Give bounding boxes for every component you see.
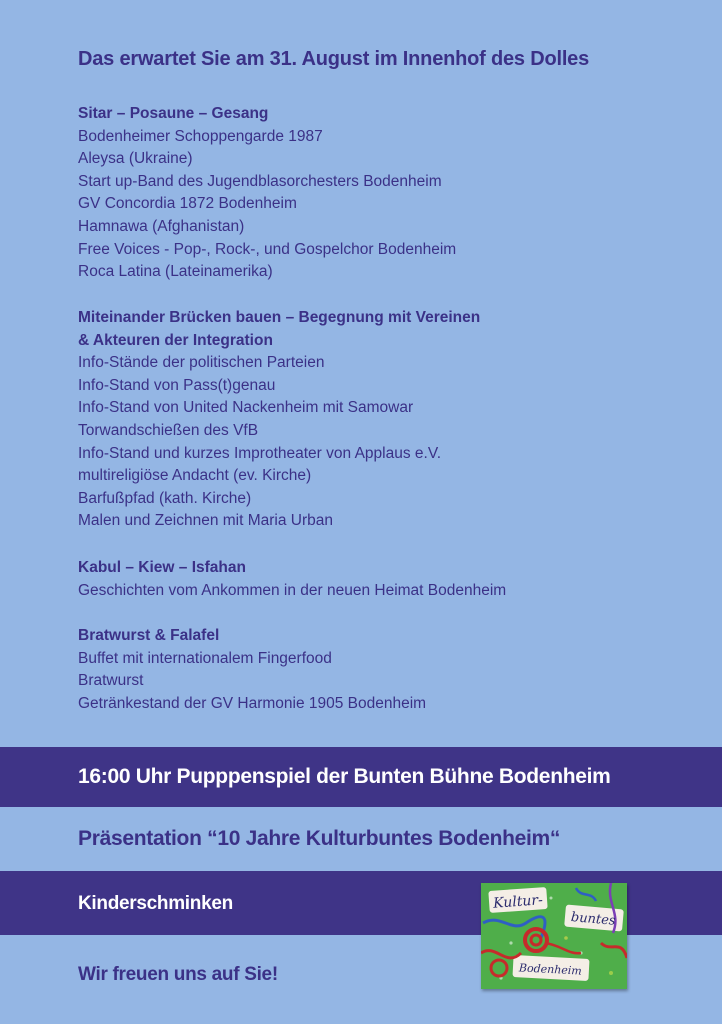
puppet-text: 16:00 Uhr Pupppenspiel der Bunten Bühne Bodenheim	[78, 765, 611, 788]
section-stories	[78, 557, 506, 602]
list-item: Roca Latina (Lateinamerika)	[78, 263, 273, 281]
section-heading: Sitar – Posaune – Gesang	[78, 105, 269, 122]
page-headline: Das erwartet Sie am 31. August im Innenhof des Dolles	[78, 48, 590, 70]
list-item: multireligiöse Andacht (ev. Kirche)	[78, 467, 312, 485]
presentation-band	[0, 807, 722, 871]
list-item: Getränkestand der GV Harmonie 1905 Bodenheim	[78, 694, 427, 712]
list-item: Malen und Zeichnen mit Maria Urban	[78, 512, 334, 530]
list-item: Geschichten vom Ankommen in der neuen Heimat Bodenheim	[78, 581, 507, 599]
list-item: Bodenheimer Schoppengarde 1987	[78, 127, 323, 145]
section-integration	[78, 307, 480, 533]
section-food	[78, 625, 426, 715]
list-item: Free Voices - Pop-, Rock-, und Gospelchor Bodenheim	[78, 240, 457, 258]
section-music	[78, 103, 456, 284]
kids-text: Kinderschminken	[78, 893, 233, 914]
list-item: Start up-Band des Jugendblasorchesters Bodenheim	[78, 172, 442, 190]
list-item: Info-Stand von Pass(t)genau	[78, 376, 276, 394]
list-item: Aleysa (Ukraine)	[78, 150, 193, 168]
section-heading: Kabul – Kiew – Isfahan	[78, 559, 246, 576]
logo-artwork	[481, 883, 627, 989]
list-item: Info-Stand und kurzes Improtheater von Applaus e.V.	[78, 444, 442, 462]
list-item: Barfußpfad (kath. Kirche)	[78, 489, 252, 507]
logo-word-buntes: buntes	[570, 910, 617, 929]
list-item: Info-Stände der politischen Parteien	[78, 354, 325, 372]
list-item: GV Concordia 1872 Bodenheim	[78, 195, 297, 213]
list-item: Bratwurst	[78, 672, 144, 690]
presentation-text: Präsentation “10 Jahre Kulturbuntes Bodenheim“	[78, 827, 561, 850]
list-item: Torwandschießen des VfB	[78, 421, 259, 439]
list-item: Info-Stand von United Nackenheim mit Samowar	[78, 399, 414, 417]
list-item: Hamnawa (Afghanistan)	[78, 217, 245, 235]
section-heading: Bratwurst & Falafel	[78, 627, 220, 644]
section-heading-continued: & Akteuren der Integration	[78, 331, 273, 349]
section-heading: Miteinander Brücken bauen – Begegnung mit Vereinen	[78, 309, 481, 326]
kulturbuntes-logo	[481, 883, 627, 989]
logo-word-kultur: Kultur-	[492, 892, 544, 912]
list-item: Buffet mit internationalem Fingerfood	[78, 649, 332, 667]
logo-word-bodenheim: Bodenheim	[518, 961, 583, 978]
puppet-band	[0, 747, 722, 807]
closing-text: Wir freuen uns auf Sie!	[78, 964, 278, 985]
